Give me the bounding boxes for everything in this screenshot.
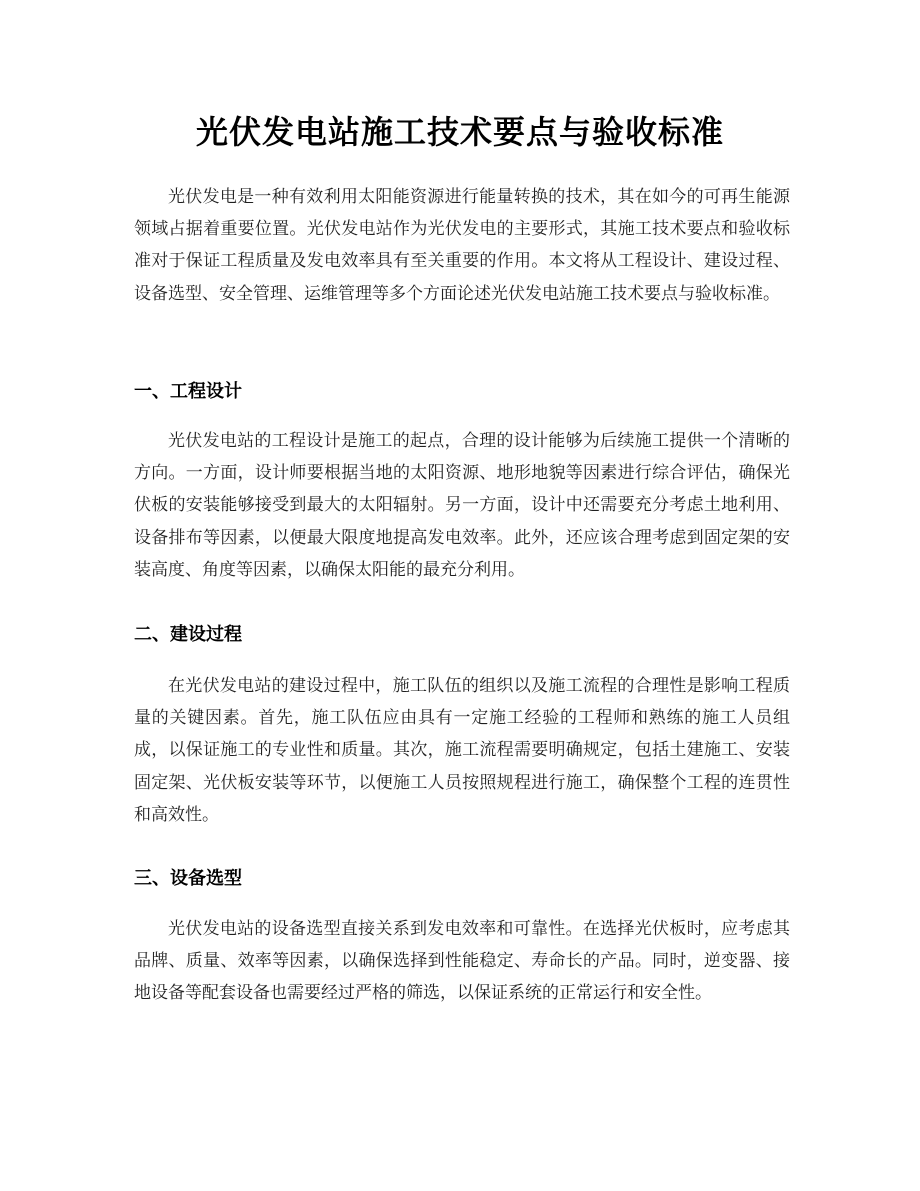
section-heading-engineering-design: 一、工程设计 — [134, 381, 242, 402]
section-body-construction-process: 在光伏发电站的建设过程中，施工队伍的组织以及施工流程的合理性是影响工程质量的关键因素。首先，施工队伍应由具有一定施工经验的工程师和熟练的施工人员组成，以保证施工的专业性和质量。其次，施工流程需要明确规定，包括土建施工、安装固定架、光伏板安装等环节，以便施工人员按照规程进行施工，确保整个工程的连贯性和高效性。 — [134, 676, 790, 825]
section-heading-equipment-selection: 三、设备选型 — [134, 868, 242, 889]
intro-paragraph: 光伏发电是一种有效利用太阳能资源进行能量转换的技术，其在如今的可再生能源领域占据着重要位置。光伏发电站作为光伏发电的主要形式，其施工技术要点和验收标准对于保证工程质量及发电效率具有至关重要的作用。本文将从工程设计、建设过程、设备选型、安全管理、运维管理等多个方面论述光伏发电站施工技术要点与验收标准。 — [134, 187, 790, 304]
page-title: 光伏发电站施工技术要点与验收标准 — [195, 113, 724, 151]
section-heading-construction-process: 二、建设过程 — [134, 624, 242, 645]
section-body-equipment-selection: 光伏发电站的设备选型直接关系到发电效率和可靠性。在选择光伏板时，应考虑其品牌、质量、效率等因素，以确保选择到性能稳定、寿命长的产品。同时，逆变器、接地设备等配套设备也需要经过严格的筛选，以保证系统的正常运行和安全性。 — [134, 919, 790, 1004]
section-body-engineering-design: 光伏发电站的工程设计是施工的起点，合理的设计能够为后续施工提供一个清晰的方向。一方面，设计师要根据当地的太阳资源、地形地貌等因素进行综合评估，确保光伏板的安装能够接受到最大的太阳辐射。另一方面，设计中还需要充分考虑土地利用、设备排布等因素，以便最大限度地提高发电效率。此外，还应该合理考虑到固定架的安装高度、角度等因素，以确保太阳能的最充分利用。 — [134, 431, 790, 580]
